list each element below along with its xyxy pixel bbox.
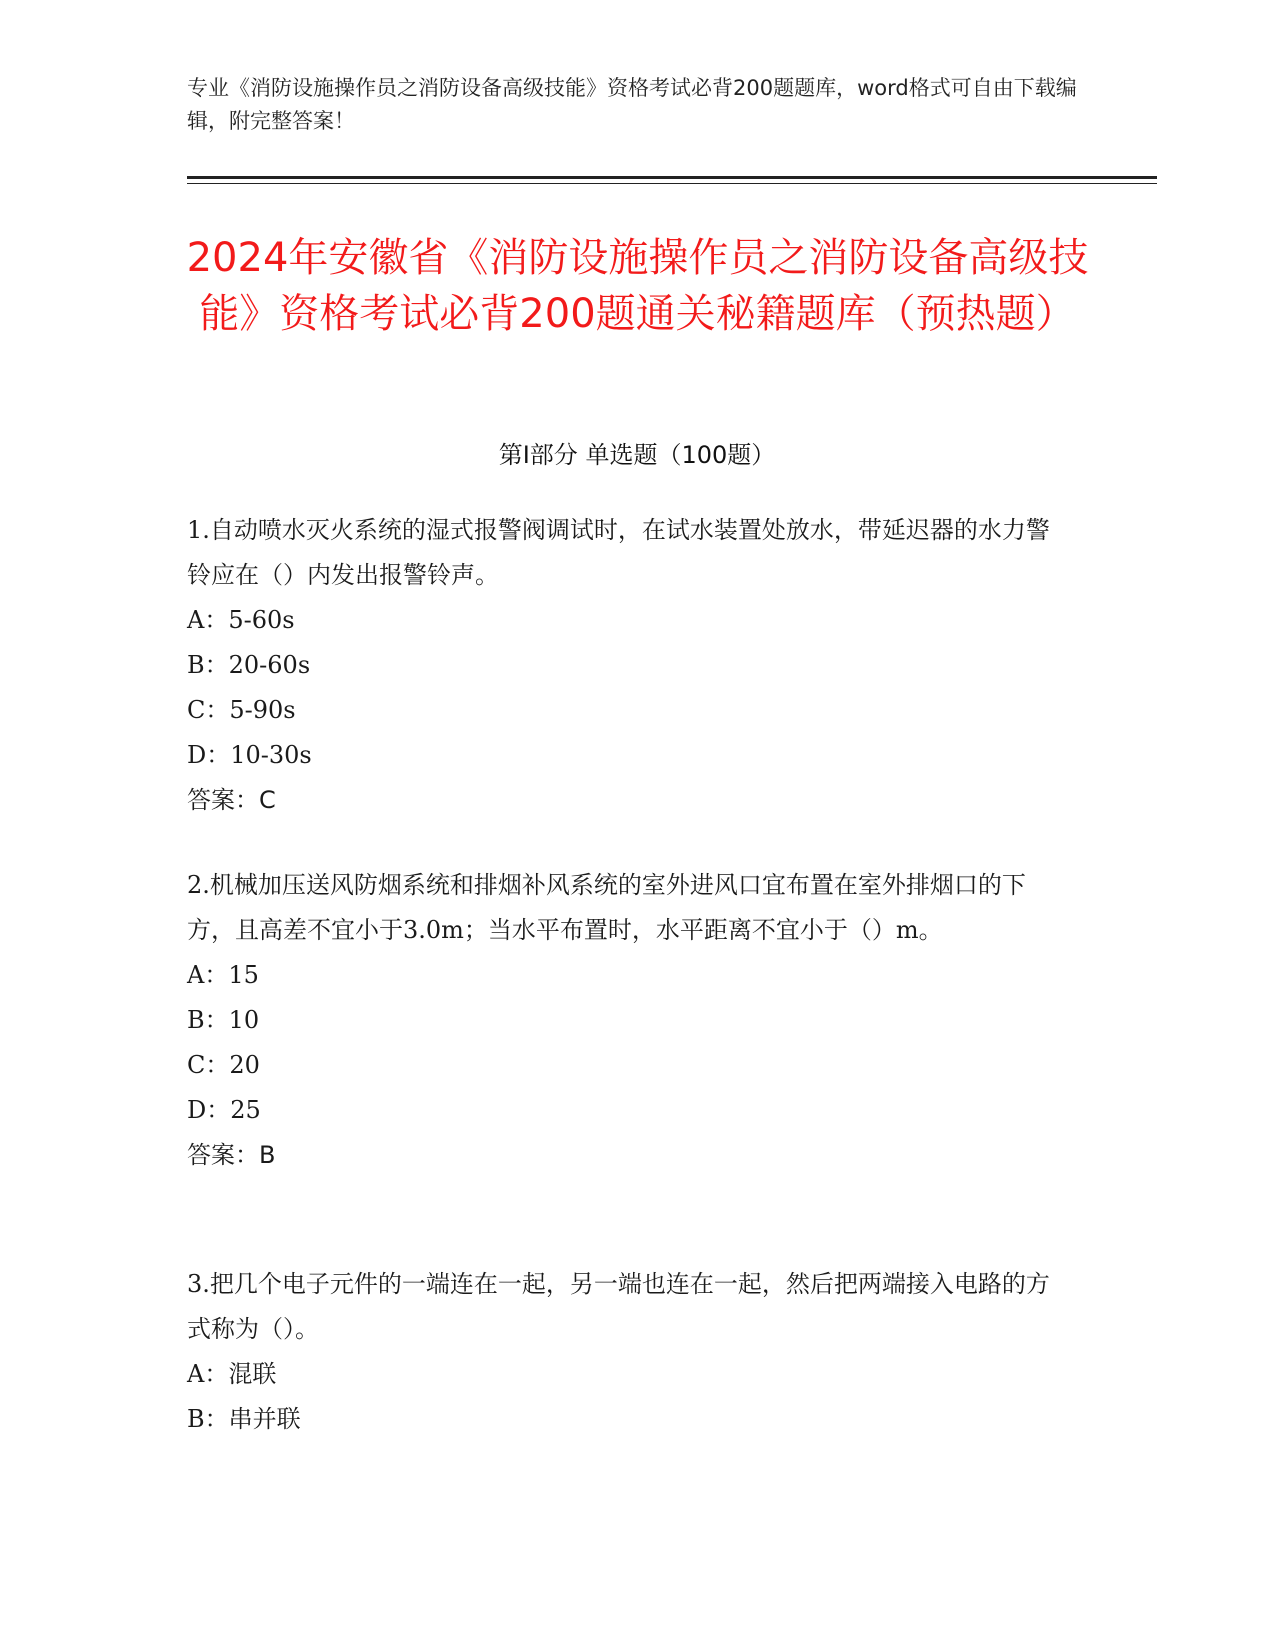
option-b: B：10 bbox=[187, 1006, 260, 1034]
option-a: A：15 bbox=[187, 961, 259, 989]
answer: 答案：C bbox=[187, 786, 276, 814]
question-3 bbox=[187, 1262, 1067, 1442]
question-1 bbox=[187, 508, 1067, 823]
option-d: D：10-30s bbox=[187, 741, 312, 769]
header-note: 专业《消防设施操作员之消防设备高级技能》资格考试必背200题题库，word格式可自由下载编辑，附完整答案！ bbox=[187, 76, 1077, 133]
question-text: 3.把几个电子元件的一端连在一起，另一端也连在一起，然后把两端接入电路的方式称为（）。 bbox=[187, 1270, 1050, 1343]
option-c: C：20 bbox=[187, 1051, 260, 1079]
option-c: C：5-90s bbox=[187, 696, 296, 724]
document-title: 2024年安徽省《消防设施操作员之消防设备高级技能》资格考试必背200题通关秘籍题库（预热题） bbox=[186, 235, 1089, 337]
question-text: 2.机械加压送风防烟系统和排烟补风系统的室外进风口宜布置在室外排烟口的下方，且高差不宜小于3.0m；当水平布置时，水平距离不宜小于（）m。 bbox=[187, 871, 1026, 944]
header-divider-thick bbox=[187, 176, 1157, 179]
option-b: B：20-60s bbox=[187, 651, 311, 679]
question-text: 1.自动喷水灭火系统的湿式报警阀调试时，在试水装置处放水，带延迟器的水力警铃应在（）内发出报警铃声。 bbox=[187, 516, 1050, 589]
option-b: B：串并联 bbox=[187, 1405, 301, 1433]
section-heading: 第Ⅰ部分 单选题（100题） bbox=[498, 441, 776, 469]
answer: 答案：B bbox=[187, 1141, 276, 1169]
question-2 bbox=[187, 863, 1067, 1178]
option-a: A：混联 bbox=[187, 1360, 277, 1388]
option-d: D：25 bbox=[187, 1096, 261, 1124]
option-a: A：5-60s bbox=[187, 606, 295, 634]
header-divider-thin bbox=[187, 183, 1157, 184]
